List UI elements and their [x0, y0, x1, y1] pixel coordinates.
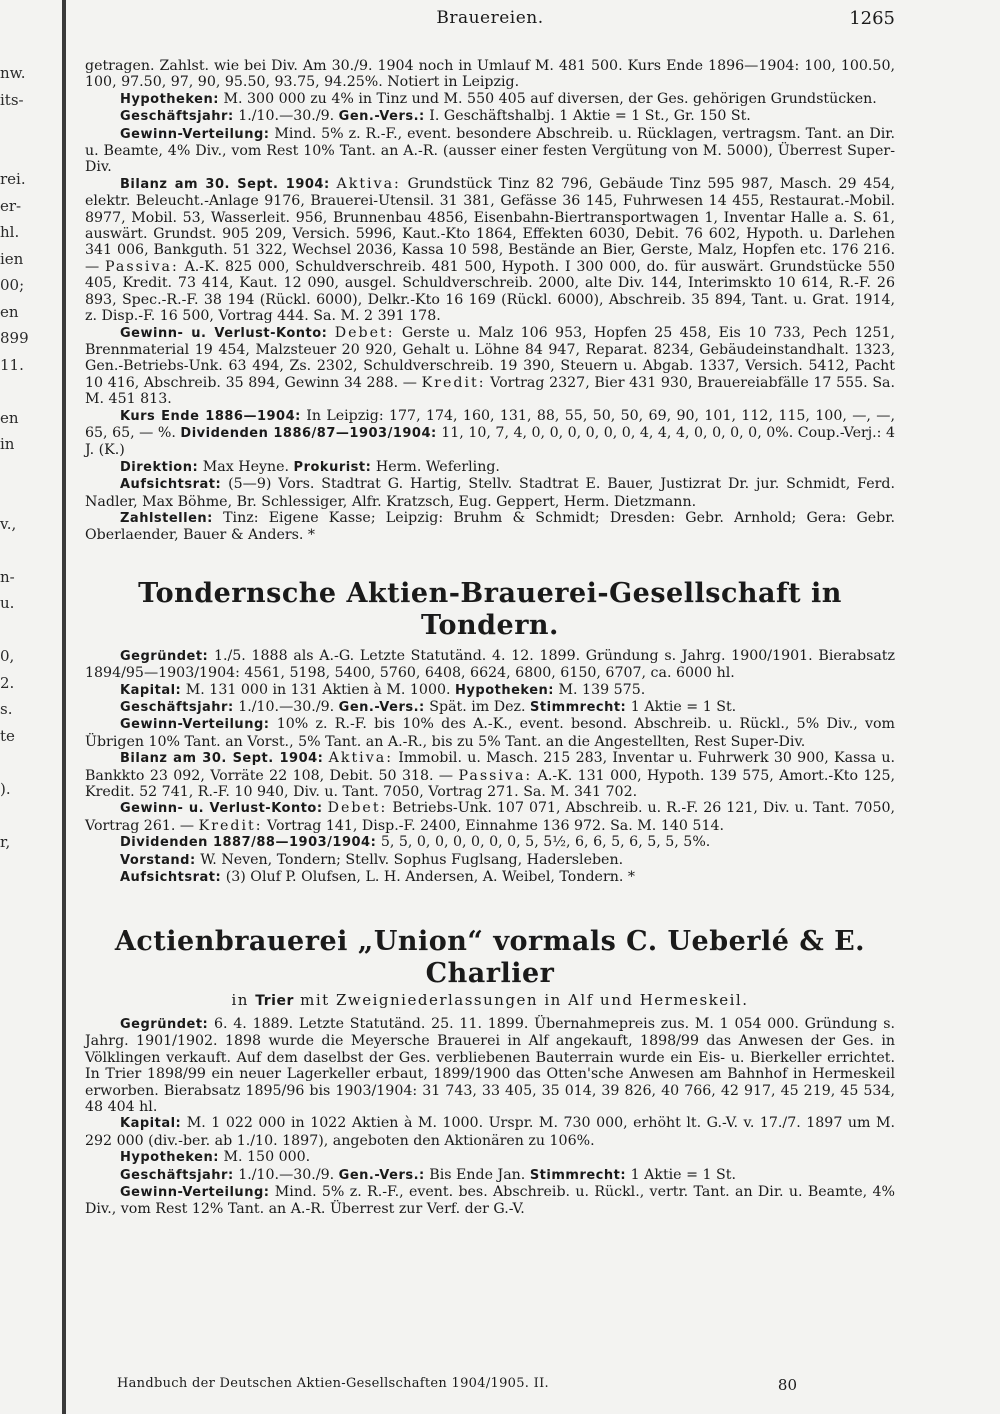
kurs-entry: Kurs Ende 1886—1904: In Leipzig: 177, 174, 160, 131, 88, 55, 50, 50, 69, 90, 101, 112, 115, 100, —, —, 65, 65, — %. Dividenden 1886/87—1903/1904: 11, 10, 7, 4, 0, 0, 0, 0, 0, 0, 4, 4, 4, 0, 0, 0, 0, 0%. Coup.-Verj.: 4 J. (K.): [85, 407, 896, 459]
margin-fragment: n-: [0, 567, 15, 586]
margin-fragment: [0, 113, 40, 140]
margin-fragment: ).: [0, 779, 11, 798]
company-title-union: Actienbrauerei „Union“ vormals C. Ueberlé & E. Charlier: [114, 926, 866, 990]
company-subtitle: in Trier mit Zweigniederlassungen in Alf und Hermeskeil.: [231, 991, 749, 1010]
gewinn-verteilung-entry: Gewinn-Verteilung: Mind. 5% z. R.-F., event. bes. Abschreib. u. Rückl., vertr. Tant. an Dir. u. Beamte, 4% Div., vom Rest 12% Tant. an A.-R. Überrest zur Verf. der G.-V.: [85, 1183, 895, 1218]
column-rule: [62, 0, 66, 1414]
margin-fragment: rei.: [0, 170, 26, 188]
gewinn-verteilung-entry: Gewinn-Verteilung: 10% z. R.-F. bis 10% des A.-K., event. besond. Abschreib. u. Rückl., 5% Div., vom Übrigen 10% Tant. an Vorst., 5% Tant. an A.-R., bis zu 5% Tant. an die Angestellten, Rest Super-Div.: [85, 716, 895, 750]
margin-fragment: en: [0, 302, 19, 321]
gewinn-verlust-entry: Gewinn- u. Verlust-Konto: Debet: Betriebs-Unk. 107 071, Abschreib. u. R.-F. 26 121, Div. u. Tant. 7050, Vortrag 261. — Kredit: Vortrag 141, Disp.-F. 2400, Einnahme 136 972. Sa. M. 140 514.: [85, 800, 896, 834]
page-number: 1265: [849, 8, 895, 29]
margin-fragment: s.: [0, 700, 13, 718]
margin-fragment: hl.: [0, 223, 20, 241]
margin-fragment: te: [0, 726, 15, 745]
aufsichtsrat-entry: Aufsichtsrat: (3) Oluf P. Olufsen, L. H. Andersen, A. Weibel, Tondern. *: [120, 869, 635, 886]
company-title-tondern: Tondernsche Aktien-Brauerei-Gesellschaft in Tondern.: [138, 577, 842, 641]
kapital-entry: Kapital: M. 131 000 in 131 Aktien à M. 1000. Hypotheken: M. 139 575.: [120, 681, 646, 698]
margin-fragment: 0,: [0, 647, 15, 665]
geschaeftsjahr-entry: Geschäftsjahr: 1./10.—30./9. Gen.-Vers.: I. Geschäftshalbj. 1 Aktie = 1 St., Gr. 150 St.: [120, 108, 751, 125]
margin-fragment: nw.: [0, 64, 26, 82]
gewinn-verlust-entry: Gewinn- u. Verlust-Konto: Debet: Gerste u. Malz 106 953, Hopfen 25 458, Eis 10 733, Pech 1251, Brennmaterial 19 454, Malzsteuer 20 920, Gehalt u. Löhne 84 947, Reparat. 8234, Gebäudeinstandhalt. 1323, Gen.-Betriebs-Unk. 63 494, Zs. 2302, Schuldverschreib. 19 390, Steuern u. Abgab. 1337, Versich. 5412, Pacht 10 416, Abschreib. 35 894, Gewinn 34 288. — Kredit: Vortrag 2327, Bier 431 930, Brauereiabfälle 17 555. Sa. M. 451 813.: [85, 324, 896, 408]
vorstand-entry: Vorstand: W. Neven, Tondern; Stellv. Sophus Fuglsang, Hadersleben.: [120, 851, 624, 868]
direktion-entry: Direktion: Max Heyne. Prokurist: Herm. Weferling.: [120, 458, 500, 475]
margin-fragment: [0, 802, 40, 829]
margin-fragment: [0, 140, 40, 167]
margin-fragment: r,: [0, 832, 11, 851]
margin-fragment: en: [0, 408, 19, 427]
margin-fragment: 00;: [0, 276, 25, 294]
kapital-entry: Kapital: M. 1 022 000 in 1022 Aktien à M. 1000. Urspr. M. 730 000, erhöht lt. G.-V. v. 17./7. 1897 um M. 292 000 (div.-ber. ab 1./10. 1897), angeboten den Aktionären zu 106%.: [85, 1115, 895, 1149]
hypotheken-entry: Hypotheken: M. 300 000 zu 4% in Tinz und M. 550 405 auf diversen, der Ges. gehörigen Grundstücken.: [120, 90, 877, 107]
margin-fragment: v.,: [0, 514, 17, 533]
page-footer: [117, 1376, 797, 1396]
margin-fragment: [0, 537, 40, 564]
margin-fragment: [0, 458, 40, 485]
bilanz-entry: Bilanz am 30. Sept. 1904: Aktiva: Grundstück Tinz 82 796, Gebäude Tinz 595 987, Masch. 29 454, elektr. Beleucht.-Anlage 9176, Brauerei-Utensil. 31 381, Gefässe 36 145, Fuhrwesen 14 455, Restaurat.-Mobil. 8977, Mobil. 53, Wasserleit. 956, Brunnenbau 4856, Eisenbahn-Biertransportwagen 1, Inventar Halle a. S. 61, auswärt. Grundst. 905 209, Versich. 5996, Kaut.-Kto 1864, Effekten 6030, Debit. 76 602, Hypoth. u. Darlehen 341 006, Bankguth. 51 322, Wechsel 2036, Kassa 10 598, Bestände an Bier, Gerste, Malz, Hopfen etc. 176 216. — Passiva: A.-K. 825 000, Schuldverschreib. 481 500, Hypoth. I 300 000, do. für auswärt. Grundstücke 550 405, Kredit. 73 414, Kaut. 12 090, ausgel. Schuldverschreib. 2000, alte Div. 144, Interimskto 10 614, R.-F. 26 893, Spec.-R.-F. 38 194 (Rückl. 6000), Delkr.-Kto 16 169 (Rückl. 6000), Abschreib. 35 894, Tant. u. Grat. 1914, z. Disp.-F. 16 500, Vortrag 444. Sa. M. 2 391 178.: [85, 175, 896, 325]
adjacent-page-margin: [0, 60, 40, 855]
margin-fragment: its-: [0, 90, 24, 109]
dividenden-entry: Dividenden 1887/88—1903/1904: 5, 5, 0, 0, 0, 0, 0, 0, 5, 5½, 6, 6, 5, 6, 5, 5, 5%.: [120, 834, 711, 851]
margin-fragment: [0, 484, 40, 511]
bilanz-entry: Bilanz am 30. Sept. 1904: Aktiva: Immobil. u. Masch. 215 283, Inventar u. Fuhrwerk 30 900, Kassa u. Bankkto 23 092, Vorräte 22 108, Debit. 50 318. — Passiva: A.-K. 131 000, Hypoth. 139 575, Amort.-Kto 125, Kredit. 52 741, R.-F. 10 940, Div. u. Tant. 7050, Vortrag 271. Sa. M. 341 702.: [85, 750, 896, 801]
aufsichtsrat-entry: Aufsichtsrat: (5—9) Vors. Stadtrat G. Hartig, Stellv. Stadtrat E. Bauer, Justizrat Dr. jur. Schmidt, Ferd. Nadler, Max Böhme, Br. Schlessiger, Alfr. Kratzsch, Eug. Geppert, Herm. Dietzmann.: [85, 476, 895, 510]
margin-fragment: ien: [0, 249, 24, 268]
gegruendet-entry: Gegründet: 1./5. 1888 als A.-G. Letzte Statutänd. 4. 12. 1899. Gründung s. Jahrg. 1900/1901. Bierabsatz 1894/95—1903/1904: 4561, 5198, 5400, 5760, 6408, 6624, 6800, 6150, 6707, ca. 6000 hl.: [85, 647, 895, 682]
continuation-paragraph: getragen. Zahlst. wie bei Div. Am 30./9. 1904 noch in Umlauf M. 481 500. Kurs Ende 1896—1904: 100, 100.50, 100, 97.50, 97, 90, 95.50, 93.75, 94.25%. Notiert in Leipzig.: [85, 58, 895, 91]
gewinn-verteilung-entry: Gewinn-Verteilung: Mind. 5% z. R.-F., event. besondere Abschreib. u. Rücklagen, vertragsm. Tant. an Dir. u. Beamte, 4% Div., vom Rest 10% Tant. an A.-R. (ausser einer festen Vergütung von M. 5000), Überrest Super-Div.: [85, 125, 895, 176]
zahlstellen-entry: Zahlstellen: Tinz: Eigene Kasse; Leipzig: Bruhm & Schmidt; Dresden: Gebr. Arnhold; Gera: Gebr. Oberlaender, Bauer & Anders. *: [85, 509, 895, 544]
footer-source: Handbuch der Deutschen Aktien-Gesellschaften 1904/1905. II.: [117, 1376, 549, 1391]
page-header: [85, 8, 895, 32]
margin-fragment: u.: [0, 594, 15, 612]
geschaeftsjahr-entry: Geschäftsjahr: 1./10.—30./9. Gen.-Vers.: Spät. im Dez. Stimmrecht: 1 Aktie = 1 St.: [120, 699, 737, 715]
running-title: Brauereien.: [436, 8, 544, 28]
footer-sheet-number: 80: [777, 1376, 797, 1394]
margin-fragment: er-: [0, 196, 22, 215]
margin-fragment: in: [0, 435, 15, 453]
gegruendet-entry: Gegründet: 6. 4. 1889. Letzte Statutänd. 25. 11. 1899. Übernahmepreis zus. M. 1 054 000. Gründung s. Jahrg. 1901/1902. 1898 wurde die Meyersche Brauerei in Alf angekauft, 1898/99 das Anwesen der Ges. in Völklingen verkauft. Auf dem daselbst der Ges. verbliebenen Bauterrain wurde ein Eis- u. Bierkeller errichtet. In Trier 1898/99 ein neuer Lagerkeller erbaut, 1899/1900 das Otten'sche Anwesen am Bahnhof in Hermeskeil erworben. Bierabsatz 1895/96 bis 1903/1904: 31 743, 33 405, 35 014, 39 826, 40 766, 42 917, 45 219, 45 534, 48 404 hl.: [85, 1015, 895, 1115]
margin-fragment: [0, 749, 40, 776]
margin-fragment: [0, 378, 40, 405]
hypotheken-entry: Hypotheken: M. 150 000.: [120, 1149, 311, 1166]
margin-fragment: [0, 617, 40, 644]
margin-fragment: 2.: [0, 673, 15, 692]
geschaeftsjahr-entry: Geschäftsjahr: 1./10.—30./9. Gen.-Vers.: Bis Ende Jan. Stimmrecht: 1 Aktie = 1 St.: [120, 1166, 736, 1183]
main-column: [85, 58, 895, 1218]
margin-fragment: 11.: [0, 355, 24, 374]
margin-fragment: 899: [0, 329, 29, 347]
